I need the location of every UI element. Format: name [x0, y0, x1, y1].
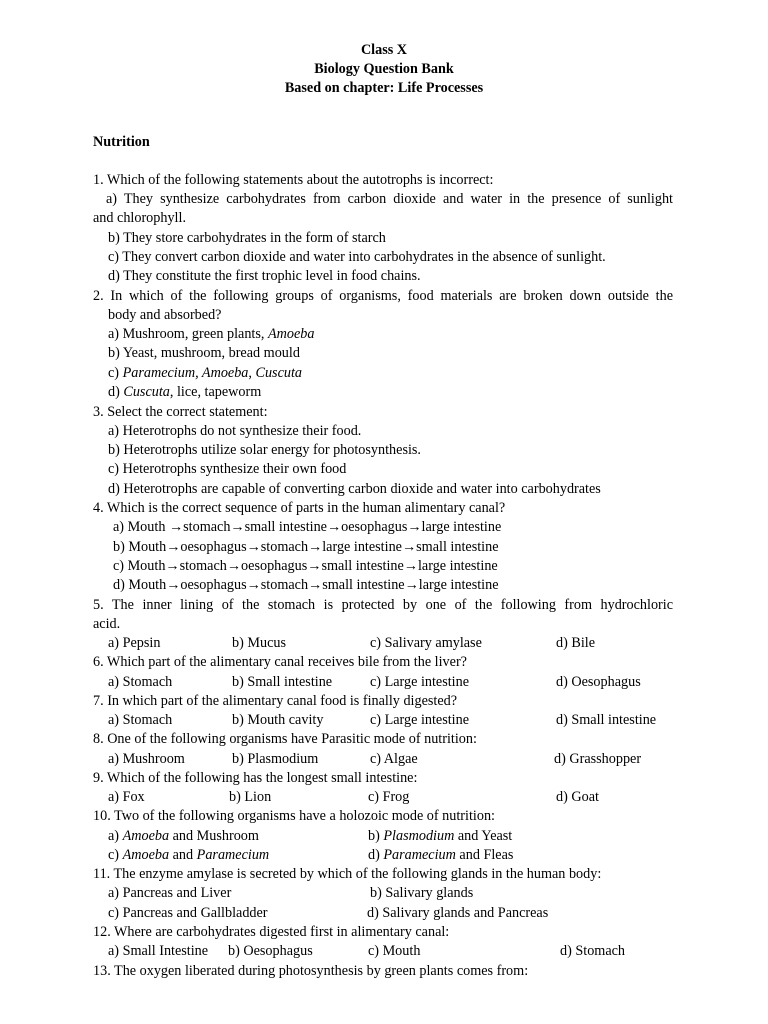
q10-option-c: c) Amoeba and Paramecium — [108, 847, 270, 863]
question-8: 8. One of the following organisms have Parasitic mode of nutrition: — [93, 731, 477, 747]
q9-option-a: a) Fox — [108, 789, 145, 805]
q11-option-c: c) Pancreas and Gallbladder — [108, 905, 268, 921]
q5-option-c: c) Salivary amylase — [370, 635, 482, 651]
q6-option-a: a) Stomach — [108, 674, 173, 690]
q6-option-c: c) Large intestine — [370, 674, 470, 690]
q1-option-c: c) They convert carbon dioxide and water into carbohydrates in the absence of sunlight. — [108, 249, 606, 265]
q4-option-b: b) Mouth→oesophagus→stomach→large intestine→small intestine — [113, 539, 499, 555]
q10-option-a: a) Amoeba and Mushroom — [108, 828, 259, 844]
question-11: 11. The enzyme amylase is secreted by which of the following glands in the human body: — [93, 866, 602, 882]
q11-option-a: a) Pancreas and Liver — [108, 885, 232, 901]
q8-option-c: c) Algae — [370, 751, 418, 767]
q6-option-d: d) Oesophagus — [556, 674, 641, 690]
question-2: 2. In which of the following groups of organisms, food materials are broken down outside the — [93, 288, 673, 304]
q6-option-b: b) Small intestine — [232, 674, 333, 690]
q12-option-d: d) Stomach — [560, 943, 626, 959]
q11-option-d: d) Salivary glands and Pancreas — [367, 905, 549, 921]
question-5-cont: acid. — [93, 616, 121, 632]
question-12: 12. Where are carbohydrates digested first in alimentary canal: — [93, 924, 450, 940]
q1-option-a: a) They synthesize carbohydrates from carbon dioxide and water in the presence of sunlight — [106, 191, 673, 207]
q2-option-c: c) Paramecium, Amoeba, Cuscuta — [108, 365, 303, 381]
q7-option-c: c) Large intestine — [370, 712, 470, 728]
q5-option-a: a) Pepsin — [108, 635, 161, 651]
q2-option-a: a) Mushroom, green plants, Amoeba — [108, 326, 315, 342]
q7-option-d: d) Small intestine — [556, 712, 657, 728]
header-subtitle: Based on chapter: Life Processes — [284, 80, 484, 96]
q2-option-b: b) Yeast, mushroom, bread mould — [108, 345, 300, 361]
question-5: 5. The inner lining of the stomach is protected by one of the following from hydrochloric — [93, 597, 673, 613]
q8-option-a: a) Mushroom — [108, 751, 185, 767]
q10-option-d: d) Paramecium and Fleas — [368, 847, 514, 863]
q12-option-a: a) Small Intestine — [108, 943, 209, 959]
header-class: Class X — [360, 42, 408, 58]
q2-option-d: d) Cuscuta, lice, tapeworm — [108, 384, 262, 400]
q10-option-b: b) Plasmodium and Yeast — [368, 828, 513, 844]
q1-option-b: b) They store carbohydrates in the form of starch — [108, 230, 386, 246]
q5-option-d: d) Bile — [556, 635, 596, 651]
question-7: 7. In which part of the alimentary canal food is finally digested? — [93, 693, 458, 709]
q9-option-d: d) Goat — [556, 789, 599, 805]
question-9: 9. Which of the following has the longest small intestine: — [93, 770, 418, 786]
q8-option-d: d) Grasshopper — [554, 751, 642, 767]
question-3: 3. Select the correct statement: — [93, 404, 268, 420]
question-10: 10. Two of the following organisms have a holozoic mode of nutrition: — [93, 808, 495, 824]
question-6: 6. Which part of the alimentary canal receives bile from the liver? — [93, 654, 467, 670]
q12-option-c: c) Mouth — [368, 943, 421, 959]
q7-option-a: a) Stomach — [108, 712, 173, 728]
q5-option-b: b) Mucus — [232, 635, 286, 651]
q4-option-c: c) Mouth→stomach→oesophagus→small intestine→large intestine — [113, 558, 498, 574]
section-heading: Nutrition — [93, 134, 150, 150]
question-13: 13. The oxygen liberated during photosynthesis by green plants comes from: — [93, 963, 529, 979]
q3-option-c: c) Heterotrophs synthesize their own food — [108, 461, 347, 477]
header-title: Biology Question Bank — [314, 61, 454, 77]
q12-option-b: b) Oesophagus — [228, 943, 313, 959]
question-1: 1. Which of the following statements about the autotrophs is incorrect: — [93, 172, 494, 188]
q4-option-d: d) Mouth→oesophagus→stomach→small intestine→large intestine — [113, 577, 499, 593]
q9-option-b: b) Lion — [229, 789, 272, 805]
q3-option-b: b) Heterotrophs utilize solar energy for photosynthesis. — [108, 442, 421, 458]
q3-option-a: a) Heterotrophs do not synthesize their food. — [108, 423, 362, 439]
question-2-cont: body and absorbed? — [108, 307, 222, 323]
q1-option-d: d) They constitute the first trophic level in food chains. — [108, 268, 421, 284]
q9-option-c: c) Frog — [368, 789, 410, 805]
q3-option-d: d) Heterotrophs are capable of converting carbon dioxide and water into carbohydrates — [108, 481, 601, 497]
q11-option-b: b) Salivary glands — [370, 885, 474, 901]
q8-option-b: b) Plasmodium — [232, 751, 319, 767]
q4-option-a: a) Mouth →stomach→small intestine→oesophagus→large intestine — [113, 519, 502, 535]
question-4: 4. Which is the correct sequence of parts in the human alimentary canal? — [93, 500, 506, 516]
q1-option-a-cont: and chlorophyll. — [93, 210, 186, 226]
q7-option-b: b) Mouth cavity — [232, 712, 324, 728]
